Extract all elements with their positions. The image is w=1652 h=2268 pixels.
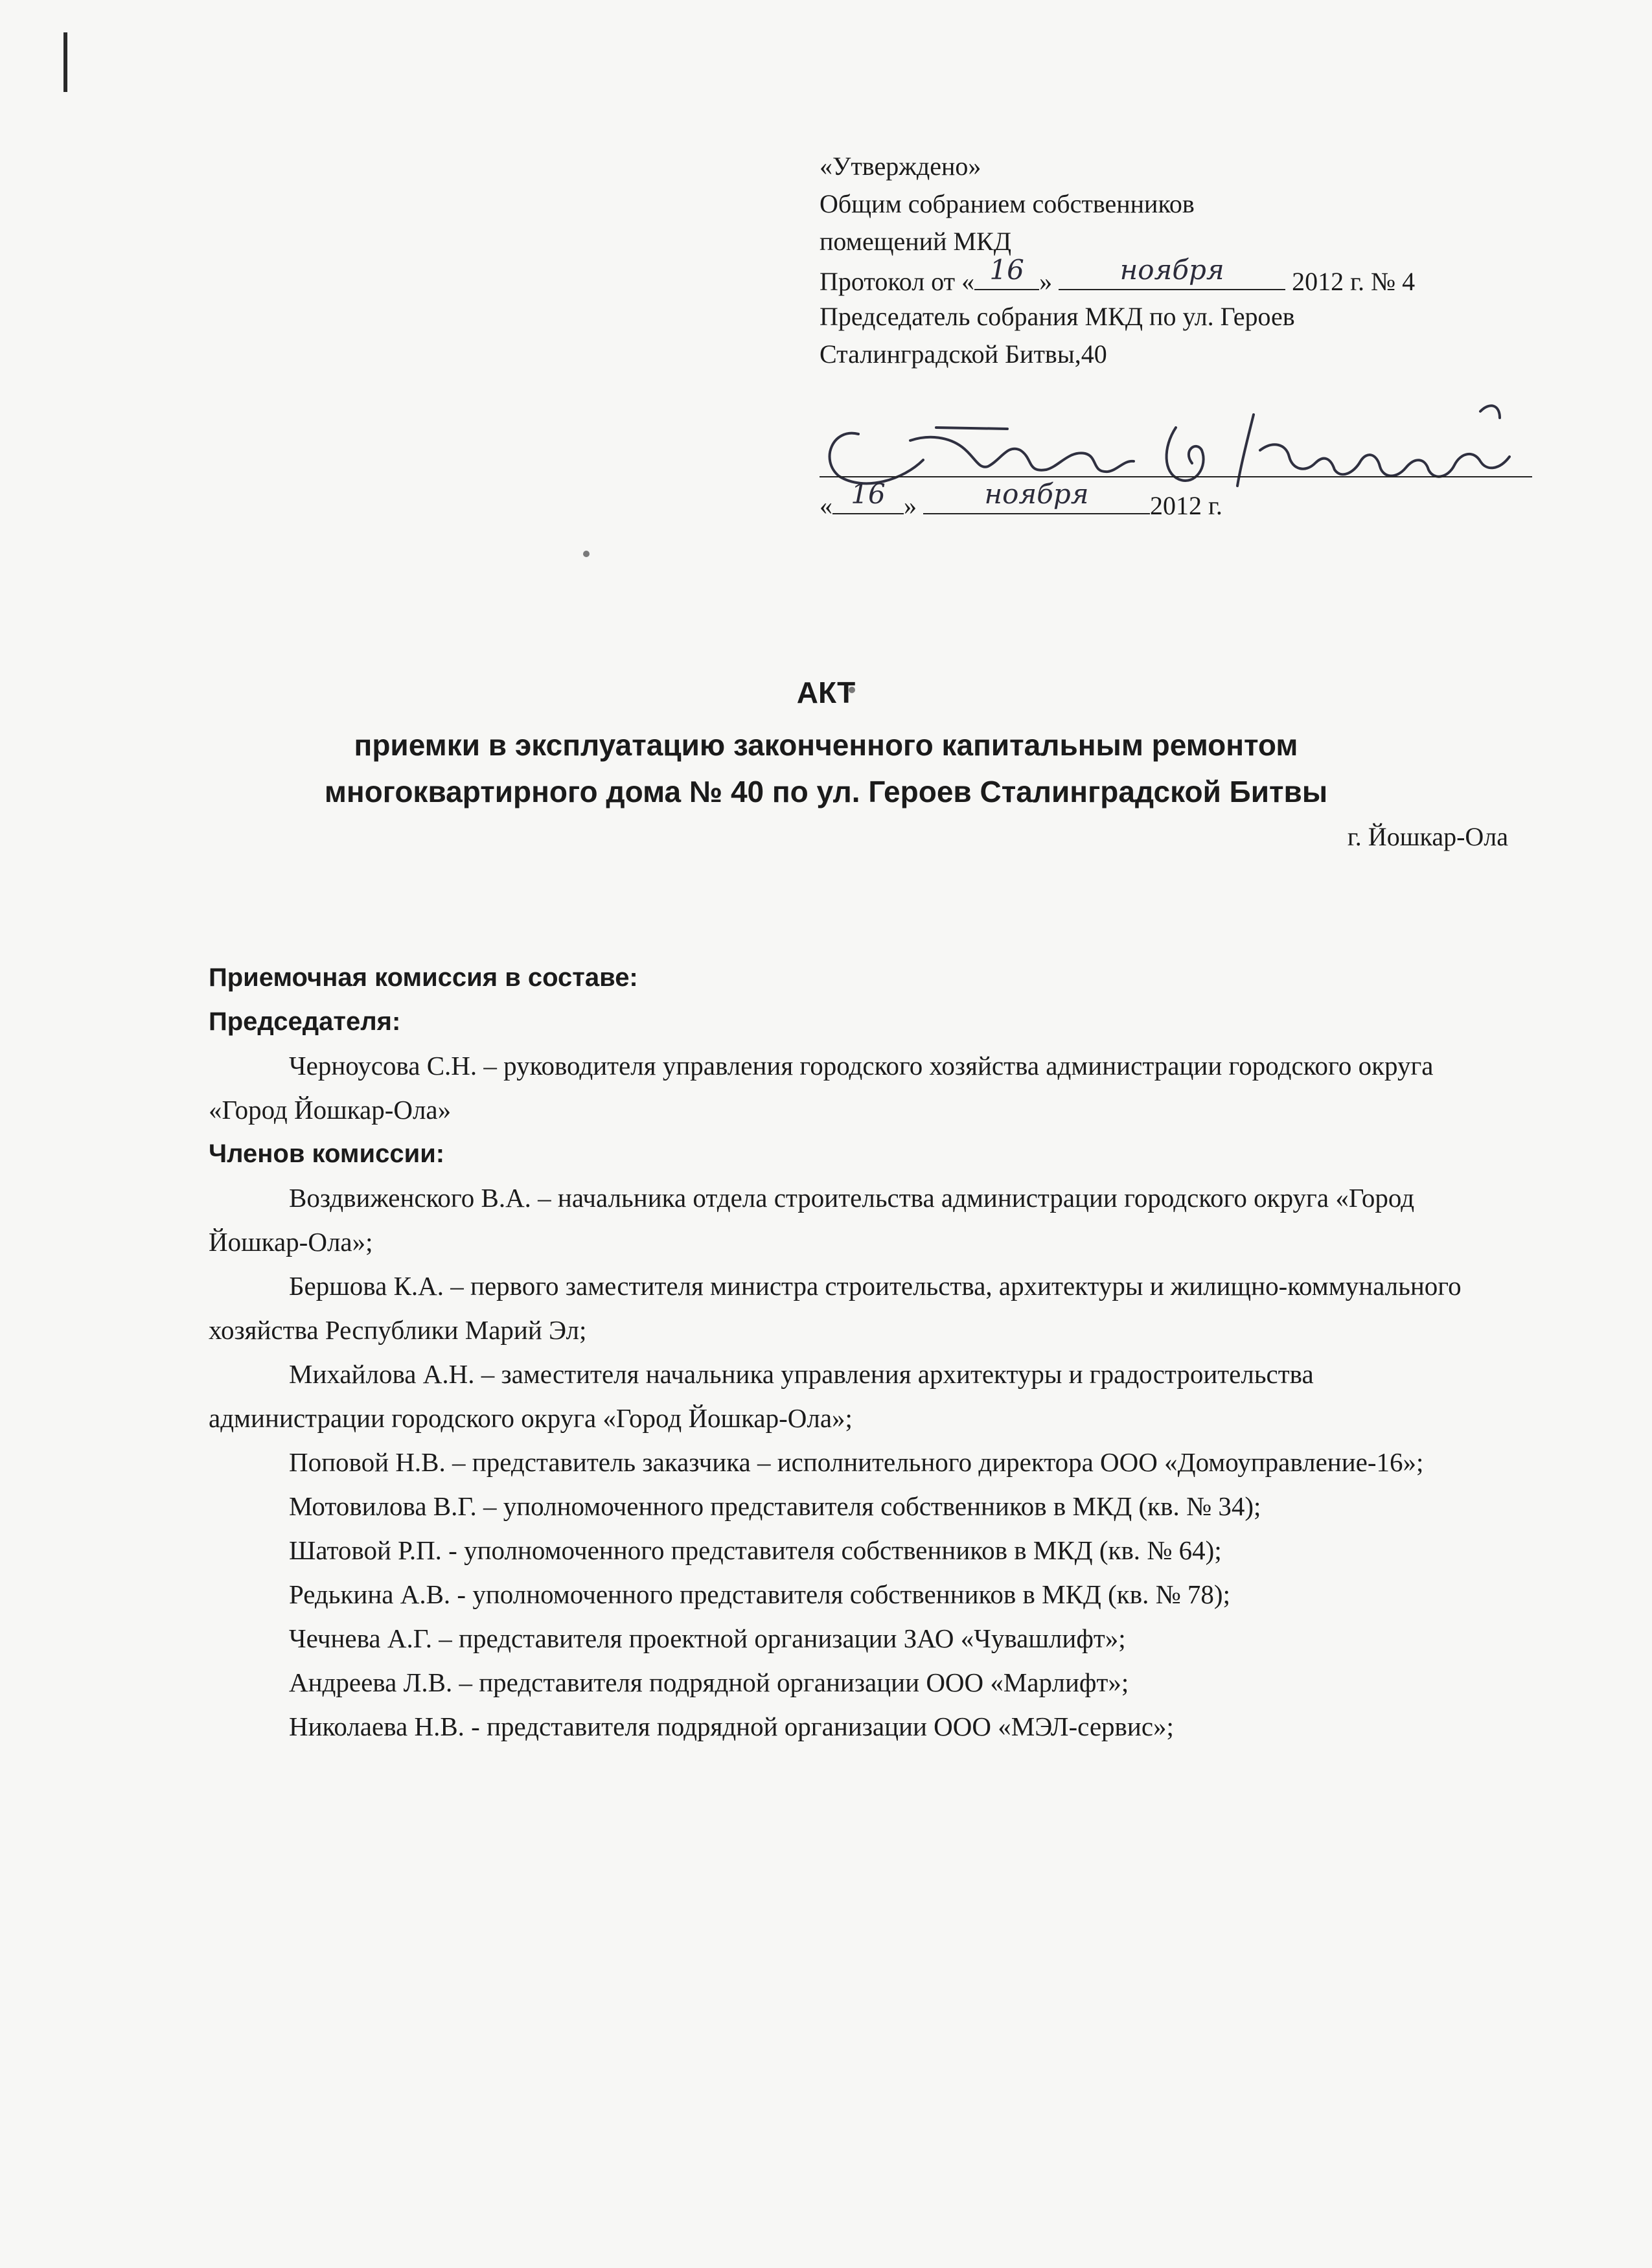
city-label: г. Йошкар-Ола bbox=[1347, 822, 1508, 851]
act-title: АКТ bbox=[796, 676, 856, 709]
protocol-line bbox=[820, 254, 1416, 298]
members-heading: Членов комиссии: bbox=[209, 1140, 445, 1168]
member-entry: Редькина А.В. - уполномоченного представителя собственников в МКД (кв. № 78); bbox=[289, 1579, 1230, 1609]
commission-section bbox=[209, 956, 1478, 1748]
member-entry: Шатовой Р.П. - уполномоченного представителя собственников в МКД (кв. № 64); bbox=[289, 1535, 1222, 1565]
act-subtitle-line-1: приемки в эксплуатацию законченного капитальным ремонтом bbox=[354, 728, 1298, 762]
protocol-day-handwritten: 16 bbox=[989, 254, 1024, 286]
member-entry: Чечнева А.Г. – представителя проектной организации ЗАО «Чувашлифт»; bbox=[289, 1623, 1126, 1653]
approval-title: «Утверждено» bbox=[820, 152, 981, 181]
chairman-line-2: Сталинградской Битвы,40 bbox=[820, 339, 1107, 369]
protocol-month-handwritten: ноября bbox=[1119, 254, 1224, 286]
signature-date-line bbox=[820, 478, 1222, 525]
chairman-line-1: Председатель собрания МКД по ул. Героев bbox=[820, 302, 1295, 331]
act-subtitle-line-2: многоквартирного дома № 40 по ул. Героев Сталинградской Битвы bbox=[324, 775, 1328, 808]
date-day-field bbox=[832, 478, 904, 514]
protocol-day-field bbox=[974, 254, 1039, 290]
date-suffix: 2012 г. bbox=[1150, 491, 1222, 520]
approval-line-1: Общим собранием собственников bbox=[820, 189, 1195, 218]
member-entry: Воздвиженского В.А. – начальника отдела строительства администрации городского округа «Город Йошкар-Ола»; bbox=[209, 1183, 1415, 1257]
date-month-field bbox=[923, 478, 1150, 514]
protocol-prefix: Протокол от « bbox=[820, 267, 975, 296]
scan-mark bbox=[63, 32, 67, 92]
member-entry: Поповой Н.В. – представитель заказчика – исполнительного директора ООО «Домоуправление-16»; bbox=[289, 1447, 1424, 1477]
approval-block bbox=[820, 148, 1415, 373]
date-prefix: « bbox=[820, 491, 832, 520]
date-mid: » bbox=[904, 491, 917, 520]
protocol-month-field bbox=[1059, 254, 1285, 290]
commission-heading: Приемочная комиссия в составе: bbox=[209, 963, 638, 992]
chair-heading: Председателя: bbox=[209, 1007, 401, 1036]
protocol-suffix: 2012 г. № 4 bbox=[1292, 267, 1416, 296]
date-month-handwritten: ноября bbox=[984, 478, 1089, 510]
member-entry: Мотовилова В.Г. – уполномоченного представителя собственников в МКД (кв. № 34); bbox=[289, 1491, 1261, 1521]
date-day-handwritten: 16 bbox=[851, 478, 886, 510]
scan-dot bbox=[583, 551, 590, 557]
member-entry: Михайлова А.Н. – заместителя начальника управления архитектуры и градостроительства администрации городского округа «Город Йошкар-Ола»; bbox=[209, 1359, 1314, 1433]
member-entry: Бершова К.А. – первого заместителя министра строительства, архитектуры и жилищно-коммунального хозяйства Республики Марий Эл; bbox=[209, 1271, 1462, 1345]
chair-entry: Черноусова С.Н. – руководителя управления городского хозяйства администрации городского округа «Город Йошкар-Ола» bbox=[209, 1051, 1434, 1125]
member-entry: Николаева Н.В. - представителя подрядной организации ООО «МЭЛ-сервис»; bbox=[289, 1712, 1174, 1741]
protocol-mid: » bbox=[1039, 267, 1053, 296]
member-entry: Андреева Л.В. – представителя подрядной организации ООО «Марлифт»; bbox=[289, 1667, 1129, 1697]
approval-line-2: помещений МКД bbox=[820, 227, 1012, 256]
